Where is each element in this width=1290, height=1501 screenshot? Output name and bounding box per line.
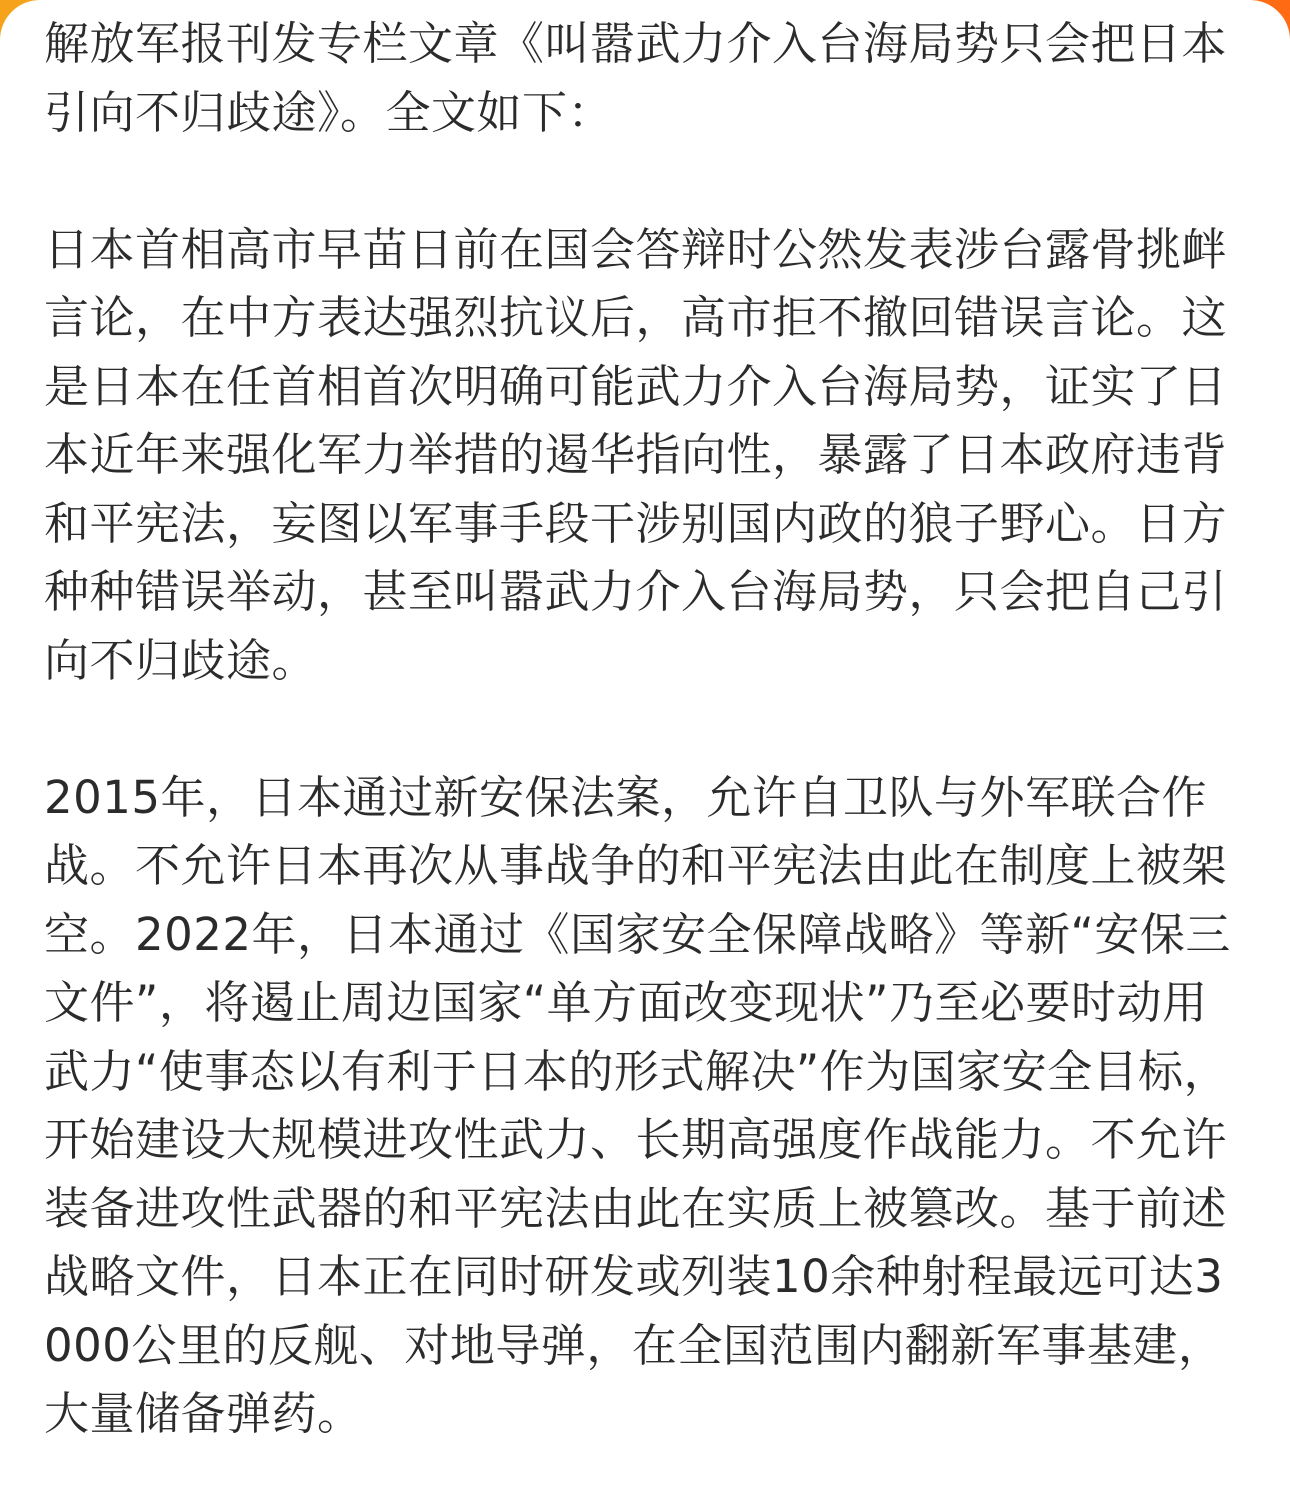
paragraph-intro: 解放军报刊发专栏文章《叫嚣武力介入台海局势只会把日本引向不归歧途》。全文如下： [44,17,1228,139]
article-body [44,10,1244,1449]
paragraph-security-law-history: 2015年，日本通过新安保法案，允许自卫队与外军联合作战。不允许日本再次从事战争的和平宪法由此在制度上被架空。2022年，日本通过《国家安全保障战略》等新“安保三文件”，将遏止周边国家“单方面改变现状”乃至必要时动用武力“使事态以有利于日本的形式解决”作为国家安全目标，开始建设大规模进攻性武力、长期高强度作战能力。不允许装备进攻性武器的和平宪法由此在实质上被篡改。基于前述战略文件，日本正在同时研发或列装10余种射程最远可达3000公里的反舰、对地导弹，在全国范围内翻新军事基建，大量储备弹药。 [44,770,1231,1440]
paragraph-takaichi-remarks: 日本首相高市早苗日前在国会答辩时公然发表涉台露骨挑衅言论，在中方表达强烈抗议后，高市拒不撤回错误言论。这是日本在任首相首次明确可能武力介入台海局势，证实了日本近年来强化军力举措的遏华指向性，暴露了日本政府违背和平宪法，妄图以军事手段干涉别国内政的狼子野心。日方种种错误举动，甚至叫嚣武力介入台海局势，只会把自己引向不归歧途。 [44,222,1228,687]
